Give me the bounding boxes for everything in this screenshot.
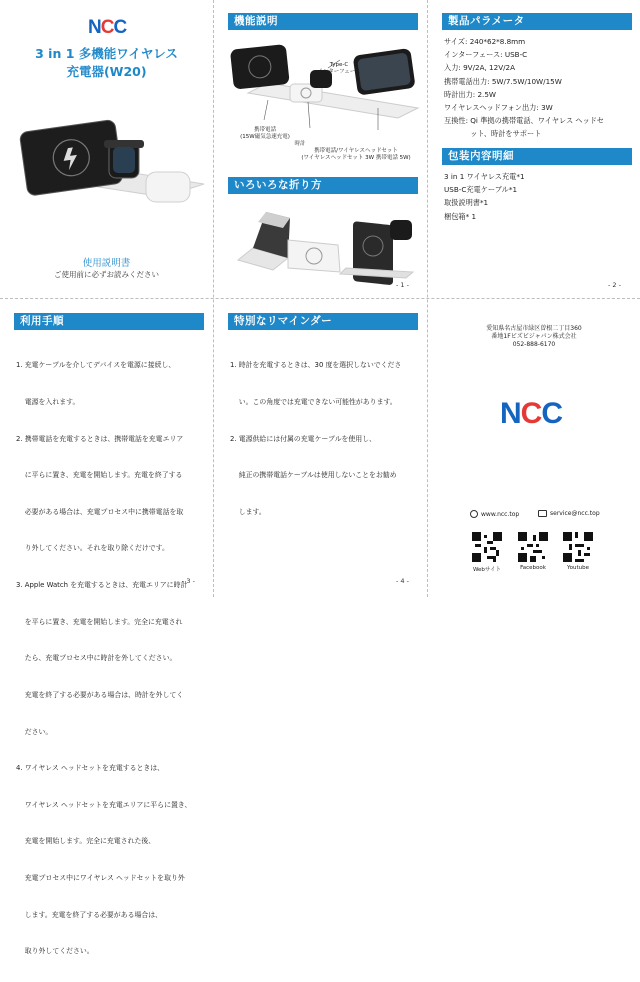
- usage-line: 1. 充電ケーブルを介してデバイスを電源に接続し、: [16, 361, 176, 370]
- usage-line: 3. Apple Watch を充電するときは、充電エリアに時計: [16, 581, 188, 590]
- usage-panel: [0, 299, 213, 956]
- mail-icon: [538, 510, 547, 517]
- functions-heading: 機能説明: [228, 13, 418, 30]
- email-link[interactable]: [538, 510, 600, 517]
- usage-line: 必要がある場合は、充電プロセス中に携帯電話を取: [16, 507, 184, 516]
- reminder-list: [230, 335, 427, 542]
- param-line: 時計出力: 2.5W: [444, 89, 496, 99]
- param-line: ット、時計をサポート: [444, 129, 542, 139]
- address-line: 愛知県名古屋市緑区曽根二丁目360: [486, 325, 582, 332]
- package-line: 取扱説明書*1: [444, 198, 489, 208]
- ncc-logo: NCC: [88, 17, 127, 38]
- reminder-line: い。この角度では充電できない可能性があります。: [230, 398, 397, 407]
- page-number: - 1 -: [396, 281, 409, 289]
- param-line: 携帯電話出力: 5W/7.5W/10W/15W: [444, 76, 562, 86]
- product-title-line2: 充電器(W20): [66, 64, 147, 79]
- website-link[interactable]: [470, 510, 519, 518]
- email-text: service@ncc.top: [550, 510, 600, 517]
- reminder-line: します。: [230, 507, 266, 516]
- manual-title: 使用説明書: [82, 258, 131, 269]
- product-image: [14, 102, 204, 217]
- page-number: - 4 -: [396, 577, 409, 585]
- address-line: 番地1Fビズビジャパン株式会社: [491, 333, 577, 340]
- package-heading: 包装内容明細: [442, 148, 632, 165]
- functions-panel: [214, 0, 427, 298]
- reminder-heading: 特別なリマインダー: [228, 313, 418, 330]
- param-line: ワイヤレスヘッドフォン出力: 3W: [444, 103, 553, 113]
- package-list: [444, 170, 525, 223]
- website-text: www.ncc.top: [481, 510, 520, 518]
- param-line: 互換性: Qi 準拠の携帯電話、ワイヤレス ヘッドセ: [444, 116, 604, 126]
- qr-label-facebook: Facebook: [520, 565, 546, 571]
- qr-youtube[interactable]: [563, 532, 593, 562]
- functions-diagram: [228, 38, 420, 138]
- usage-line: たら、充電プロセス中に時計を外してください。: [16, 654, 177, 663]
- label-phone: 携帯電話 (15W磁気急速充電): [240, 127, 290, 140]
- usage-line: ワイヤレス ヘッドセットを充電エリアに平らに置き、: [16, 800, 192, 809]
- usage-heading: 利用手順: [14, 313, 204, 330]
- package-line: 3 in 1 ワイヤレス充電*1: [444, 172, 525, 181]
- ncc-logo-large: NCC: [500, 397, 563, 430]
- reminder-line: 1. 時計を充電するときは、30 度を選択しないでくださ: [230, 361, 402, 370]
- usage-line: 充電を開始します。完全に充電された後、: [16, 837, 156, 846]
- globe-icon: [470, 510, 478, 518]
- qr-label-youtube: Youtube: [567, 565, 589, 571]
- usage-line: 取り外してください。: [16, 947, 94, 956]
- manual-subtitle: ご使用前に必ずお読みください: [54, 270, 159, 279]
- param-line: 入力: 9V/2A, 12V/2A: [444, 63, 516, 73]
- params-list: [444, 35, 640, 141]
- label-typec: Type-C インターフェース: [317, 62, 361, 75]
- reminder-line: 2. 電源供給には付属の充電ケーブルを使用し、: [230, 434, 376, 443]
- usage-line: を平らに置き、充電を開始します。完全に充電され: [16, 617, 183, 626]
- product-title-line1: 3 in 1 多機能ワイヤレス: [35, 46, 178, 61]
- params-heading: 製品パラメータ: [442, 13, 632, 30]
- usage-line: 充電を終了する必要がある場合は、時計を外してく: [16, 690, 184, 699]
- parameters-panel: [428, 0, 640, 298]
- package-line: USB-C充電ケーブル*1: [444, 185, 518, 195]
- param-line: インターフェース: USB-C: [444, 50, 528, 60]
- company-address: [428, 325, 640, 349]
- usage-line: 2. 携帯電話を充電するときは、携帯電話を充電エリア: [16, 434, 184, 443]
- label-watch: 時計: [294, 141, 306, 147]
- page-number: - 3 -: [182, 577, 195, 585]
- qr-website[interactable]: [472, 532, 502, 562]
- param-line: サイズ: 240*62*8.8mm: [444, 37, 526, 46]
- phone-number: 052-888-6170: [512, 341, 556, 348]
- page-number: - 2 -: [608, 281, 621, 289]
- usage-line: します。充電を終了する必要がある場合は、: [16, 910, 163, 919]
- folding-image: [228, 200, 420, 280]
- label-headset: 携帯電話/ワイヤレスヘッドセット (ワイヤレスヘッドセット 3W 携帯電話 5W): [301, 148, 411, 161]
- reminder-line: 純正の携帯電話ケーブルは使用しないことをお勧め: [230, 471, 397, 480]
- qr-label-website: Webサイト: [472, 567, 502, 573]
- usage-line: 充電プロセス中にワイヤレス ヘッドセットを取り外: [16, 873, 185, 882]
- usage-line: ださい。: [16, 727, 53, 736]
- usage-line: に平らに置き、充電を開始します。充電を終了する: [16, 471, 183, 480]
- usage-line: り外してください。それを取り除くだけです。: [16, 544, 169, 553]
- qr-facebook[interactable]: [518, 532, 548, 562]
- reminder-panel: [214, 299, 427, 597]
- folding-heading: いろいろな折り方: [228, 177, 418, 194]
- usage-line: 電源を入れます。: [16, 398, 80, 407]
- back-panel: [428, 299, 640, 597]
- cover-panel: [0, 0, 213, 298]
- usage-line: 4. ワイヤレス ヘッドセットを充電するときは、: [16, 764, 165, 773]
- package-line: 梱包箱* 1: [444, 211, 477, 221]
- usage-steps: [16, 335, 213, 982]
